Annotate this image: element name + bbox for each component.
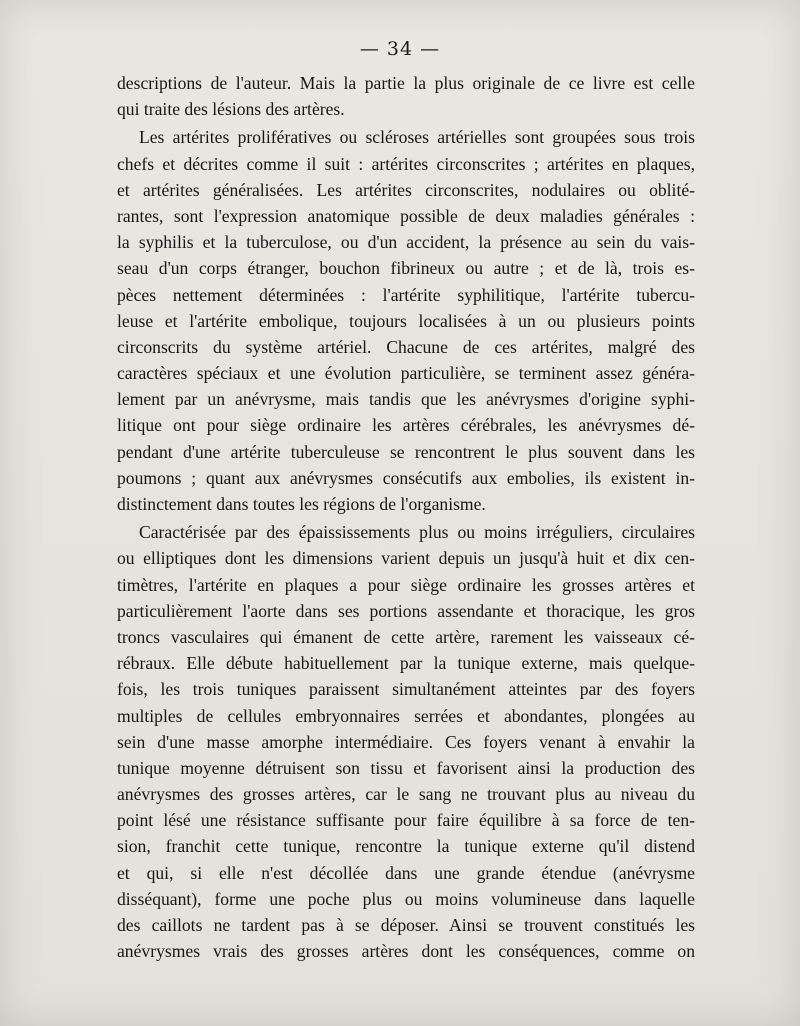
paragraph-1 <box>117 70 695 122</box>
text-line: particulièrement l'aorte dans ses portions assendante et thoracique, les gros <box>117 600 695 621</box>
text-line: et artérites généralisées. Les artérites circonscrites, nodulaires ou oblité- <box>117 179 695 200</box>
text-line: tunique moyenne détruisent son tissu et favorisent ainsi la production des <box>117 757 695 778</box>
text-line: disséquant), forme une poche plus ou moins volumineuse dans laquelle <box>117 888 695 909</box>
text-line: multiples de cellules embryonnaires serrées et abondantes, plongées au <box>117 705 695 726</box>
paragraph-2 <box>117 124 695 517</box>
body-text <box>117 70 695 964</box>
text-line: descriptions de l'auteur. Mais la partie la plus originale de ce livre est celle <box>117 73 695 93</box>
text-line: sein d'une masse amorphe intermédiaire. Ces foyers venant à envahir la <box>117 731 695 752</box>
text-line: sion, franchit cette tunique, rencontre la tunique externe qu'il distend <box>117 836 695 857</box>
text-line: qui traite des lésions des artères. <box>117 99 345 120</box>
text-line: lement par un anévrysme, mais tandis que les anévrysmes d'origine syphi- <box>117 389 695 410</box>
text-line: la syphilis et la tuberculose, ou d'un accident, la présence au sein du vais- <box>117 232 695 253</box>
text-line: des caillots ne tardent pas à se déposer. Ainsi se trouvent constitués les <box>117 915 695 935</box>
text-line: rantes, sont l'expression anatomique possible de deux maladies générales : <box>117 205 695 226</box>
text-line: et qui, si elle n'est décollée dans une grande étendue (anévrysme <box>117 862 695 883</box>
text-line: poumons ; quant aux anévrysmes consécutifs aux embolies, ils existent in- <box>117 467 695 488</box>
text-line: troncs vasculaires qui émanent de cette artère, rarement les vaisseaux cé- <box>117 626 695 647</box>
text-line: rébraux. Elle débute habituellement par la tunique externe, mais quelque- <box>117 653 695 674</box>
text-line: distinctement dans toutes les régions de l'organisme. <box>117 494 486 514</box>
text-line: pendant d'une artérite tuberculeuse se rencontrent le plus souvent dans les <box>117 441 695 462</box>
text-line: leuse et l'artérite embolique, toujours localisées à un ou plusieurs points <box>117 310 695 331</box>
text-line: litique ont pour siège ordinaire les artères cérébrales, les anévrysmes dé- <box>117 415 695 436</box>
text-line: seau d'un corps étranger, bouchon fibrineux ou autre ; et de là, trois es- <box>117 258 695 279</box>
text-line: timètres, l'artérite en plaques a pour siège ordinaire les grosses artères et <box>117 574 695 595</box>
text-line: ou elliptiques dont les dimensions varient depuis un jusqu'à huit et dix cen- <box>117 548 695 569</box>
text-line: Caractérisée par des épaississements plus ou moins irréguliers, circulaires <box>139 522 695 543</box>
text-line: caractères spéciaux et une évolution particulière, se terminent assez généra- <box>117 363 695 384</box>
page-number: — 34 — <box>359 38 441 60</box>
text-line: chefs et décrites comme il suit : artérites circonscrites ; artérites en plaques, <box>117 153 695 174</box>
text-line: Les artérites prolifératives ou scléroses artérielles sont groupées sous trois <box>139 127 695 148</box>
paragraph-3 <box>117 519 695 964</box>
text-line: point lésé une résistance suffisante pour faire équilibre à sa force de ten- <box>117 810 695 831</box>
text-line: pèces nettement déterminées : l'artérite syphilitique, l'artérite tubercu- <box>117 284 695 305</box>
text-line: circonscrits du système artériel. Chacune de ces artérites, malgré des <box>117 336 695 357</box>
text-line: anévrysmes des grosses artères, car le sang ne trouvant plus au niveau du <box>117 784 695 805</box>
text-line: fois, les trois tuniques paraissent simultanément atteintes par des foyers <box>117 679 695 700</box>
text-line: anévrysmes vrais des grosses artères dont les conséquences, comme on <box>117 941 695 962</box>
